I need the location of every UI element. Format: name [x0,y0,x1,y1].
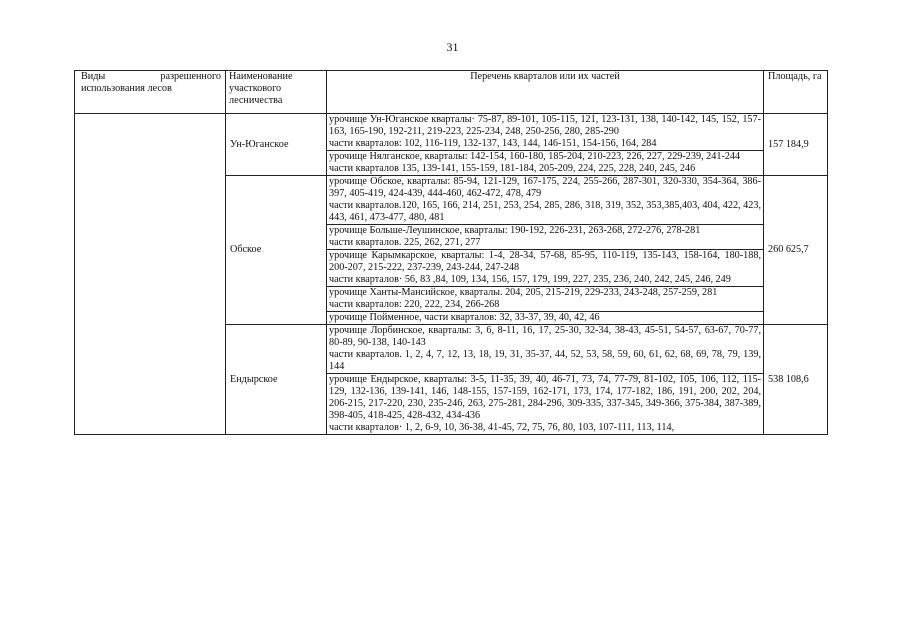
quarters-cell [327,325,764,435]
tract-block [327,325,763,374]
page-number: 31 [446,40,459,54]
partial-quarters-text: части кварталов 135, 139-141, 155-159, 181-184, 205-209, 224, 225, 228, 240, 245, 246 [329,163,696,174]
tract-block [327,312,763,324]
partial-quarters-text: части кварталов: 102, 116-119, 132-137, 143, 144, 146-151, 154-156, 164, 284 [329,138,657,149]
header-use-type [75,71,226,114]
district-name: Ендырское [226,325,327,435]
tract-quarters-text: урочище Ендырское, кварталы: 3-5, 11-35, 39, 40, 46-71, 73, 74, 77-79, 81-102, 105, 106, 112, 115-129, 132-136, 139-141, 146, 148-155, 157-159, 162-171, 173, 174, 177-182, 186, 191, 200, 202, 204, 206-215, 217-220, 230, 235-246, 263, 275-281, 284-296, 309-335, 337-345, 349-366, 375-384, 387-389, 398-405, 418-425, 428-432, 434-436 [329,374,761,421]
area-value: 157 184,9 [764,114,828,176]
header-use-word2: разрешенного [160,71,221,82]
area-value: 260 625,7 [764,176,828,325]
tract-quarters-text: урочище Обское, кварталы: 85-94, 121-129, 167-175, 224, 255-266, 287-301, 320-330, 354-364, 386-397, 405-419, 424-439, 444-460, 462-472, 478, 479 [329,176,761,199]
tract-quarters-text: урочище Ханты-Мансийское, кварталы. 204, 205, 215-219, 229-233, 243-248, 257-259, 281 [329,287,718,298]
tract-block [327,374,763,434]
partial-quarters-text: части кварталов· 1, 2, 6-9, 10, 36-38, 41-45, 72, 75, 76, 80, 103, 107-111, 113, 114, [329,422,675,433]
tract-block [327,114,763,151]
partial-quarters-text: части кварталов: 220, 222, 234, 266-268 [329,299,500,310]
header-district: Наименование участкового лесничества [226,71,327,114]
tract-block [327,176,763,225]
quarters-cell [327,114,764,176]
partial-quarters-text: части кварталов. 1, 2, 4, 7, 12, 13, 18, 19, 31, 35-37, 44, 52, 53, 58, 59, 60, 61, 62, 68, 69, 78, 79, 139, 144 [329,349,761,372]
header-use-word1: Виды [81,71,106,82]
forest-quarters-table [74,70,828,435]
partial-quarters-text: части кварталов· 56, 83 ,84, 109, 134, 156, 157, 179, 199, 227, 235, 236, 240, 242, 245, 246, 249 [329,274,731,285]
tract-quarters-text: урочище Лорбинское, кварталы: 3, 6, 8-11, 16, 17, 25-30, 32-34, 38-43, 45-51, 54-57, 63-67, 70-77, 80-89, 90-138, 140-143 [329,325,761,348]
tract-block [327,151,763,175]
header-area: Площадь, га [764,71,828,114]
tract-quarters-text: урочище Пойменное, части кварталов: 32, 33-37, 39, 40, 42, 46 [329,312,600,323]
header-quarters: Перечень кварталов или их частей [327,71,764,114]
partial-quarters-text: части кварталов.120, 165, 166, 214, 251, 253, 254, 285, 286, 318, 319, 352, 353,385,403, 404, 422, 423, 443, 461, 473-477, 480, 481 [329,200,761,223]
tract-quarters-text: урочище Больше-Леушинское, кварталы: 190-192, 226-231, 263-268, 272-276, 278-281 [329,225,701,236]
header-use-line2: использования лесов [81,83,172,94]
table-header-row [75,71,828,114]
tract-quarters-text: урочище Ун-Юганское кварталы· 75-87, 89-101, 105-115, 121, 123-131, 138, 140-142, 145, 152, 157-163, 165-190, 192-211, 219-223, 225-234, 248, 250-256, 280, 285-290 [329,114,761,137]
quarters-cell [327,176,764,325]
use-type-cell [75,114,226,435]
tract-block [327,225,763,250]
tract-block [327,250,763,287]
district-row [75,114,828,176]
district-name: Обское [226,176,327,325]
tract-quarters-text: урочище Карымкарское, кварталы: 1-4, 28-34, 57-68, 85-95, 110-119, 135-143, 158-164, 180-188, 200-207, 215-222, 237-239, 243-244, 247-248 [329,250,761,273]
district-name: Ун-Юганское [226,114,327,176]
area-value: 538 108,6 [764,325,828,435]
tract-quarters-text: урочище Нялганское, кварталы: 142-154, 160-180, 185-204, 210-223, 226, 227, 229-239, 241-244 [329,151,741,162]
tract-block [327,287,763,312]
partial-quarters-text: части кварталов. 225, 262, 271, 277 [329,237,481,248]
